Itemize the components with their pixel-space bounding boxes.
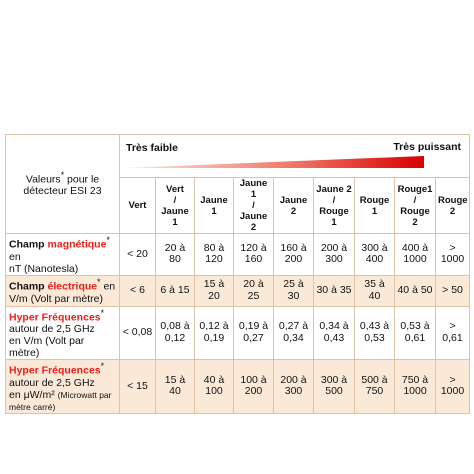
value-cell: > 1000 — [436, 234, 470, 276]
table-row-hf-uwm2 — [6, 360, 470, 414]
value-cell: 15 à 20 — [195, 275, 234, 306]
row-label-hf-uwm2: Hyper Fréquences* autour de 2,5 GHz en μW/m² (Microwatt par mètre carré) — [6, 360, 120, 414]
value-cell: 300 à 500 — [314, 360, 355, 414]
value-cell: 300 à 400 — [355, 234, 395, 276]
value-cell: 0,34 à 0,43 — [314, 306, 355, 360]
value-cell: 40 à 100 — [195, 360, 234, 414]
column-header: Jaune 2 / Rouge 1 — [314, 178, 355, 234]
row-label-electric: Champ électrique* en V/m (Volt par mètre) — [6, 275, 120, 306]
scale-low-label: Très faible — [126, 142, 178, 154]
value-cell: 0,43 à 0,53 — [355, 306, 395, 360]
value-cell: 20 à 25 — [234, 275, 274, 306]
header-row — [6, 135, 470, 178]
value-cell: > 1000 — [436, 360, 470, 414]
values-label-a: Valeurs — [25, 173, 61, 186]
row-label-hf-vm: Hyper Fréquences* autour de 2,5 GHz en V/m (Volt par mètre) — [6, 306, 120, 360]
values-label-asterisk: * — [60, 170, 65, 181]
value-cell: 80 à 120 — [195, 234, 234, 276]
value-cell: < 15 — [120, 360, 156, 414]
intensity-gradient-wedge — [124, 156, 424, 168]
value-cell: 15 à 40 — [156, 360, 195, 414]
values-label-b: pour le — [67, 173, 100, 186]
value-cell: 0,27 à 0,34 — [274, 306, 314, 360]
value-cell: 750 à 1000 — [395, 360, 436, 414]
column-header: Jaune 1 / Jaune 2 — [234, 178, 274, 234]
value-cell: 35 à 40 — [355, 275, 395, 306]
esi23-value-table — [5, 134, 470, 414]
value-cell: 0,19 à 0,27 — [234, 306, 274, 360]
value-cell: 500 à 750 — [355, 360, 395, 414]
value-cell: < 20 — [120, 234, 156, 276]
values-label-cell — [6, 135, 120, 234]
column-header: Vert / Jaune 1 — [156, 178, 195, 234]
value-cell: 0,53 à 0,61 — [395, 306, 436, 360]
value-cell: 200 à 300 — [274, 360, 314, 414]
table-row-hf-vm — [6, 306, 470, 360]
value-cell: 100 à 200 — [234, 360, 274, 414]
column-header: Jaune 2 — [274, 178, 314, 234]
value-cell: 200 à 300 — [314, 234, 355, 276]
value-cell: 400 à 1000 — [395, 234, 436, 276]
table-row-electric — [6, 275, 470, 306]
value-cell: < 6 — [120, 275, 156, 306]
column-header: Rouge 2 — [436, 178, 470, 234]
value-cell: < 0,08 — [120, 306, 156, 360]
esi23-value-table-container — [5, 134, 469, 412]
value-cell: 20 à 80 — [156, 234, 195, 276]
column-header: Rouge1 / Rouge 2 — [395, 178, 436, 234]
value-cell: 30 à 35 — [314, 275, 355, 306]
values-label-c: détecteur ESI 23 — [23, 185, 102, 198]
value-cell: 0,12 à 0,19 — [195, 306, 234, 360]
value-cell: 0,08 à 0,12 — [156, 306, 195, 360]
value-cell: 40 à 50 — [395, 275, 436, 306]
value-cell: 160 à 200 — [274, 234, 314, 276]
column-header: Rouge 1 — [355, 178, 395, 234]
intensity-scale-cell — [120, 135, 470, 178]
value-cell: 6 à 15 — [156, 275, 195, 306]
value-cell: > 50 — [436, 275, 470, 306]
value-cell: 120 à 160 — [234, 234, 274, 276]
table-row-magnetic — [6, 234, 470, 276]
column-header: Jaune 1 — [195, 178, 234, 234]
row-label-magnetic: Champ magnétique* en nT (Nanotesla) — [6, 234, 120, 276]
value-cell: > 0,61 — [436, 306, 470, 360]
column-header: Vert — [120, 178, 156, 234]
value-cell: 25 à 30 — [274, 275, 314, 306]
scale-high-label: Très puissant — [393, 141, 462, 153]
